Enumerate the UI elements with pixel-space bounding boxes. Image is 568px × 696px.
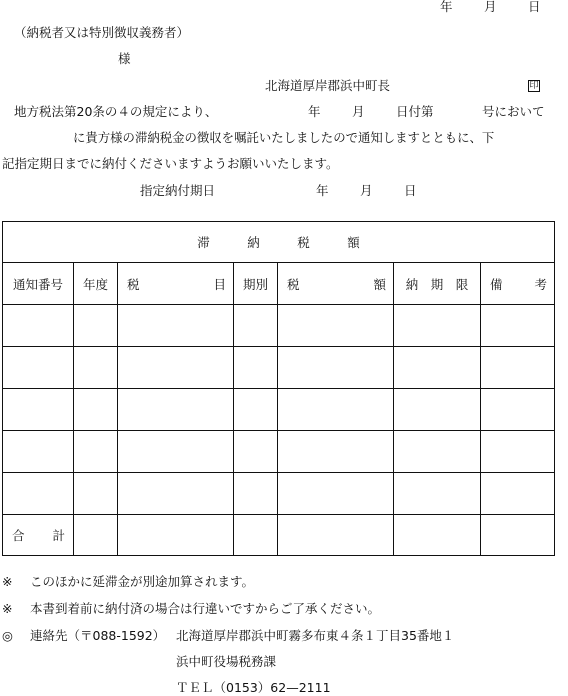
header-amount-b: 額 (373, 276, 386, 292)
contact-address: 北海道厚岸郡浜中町霧多布東４条１丁目35番地１ (176, 628, 455, 643)
cell (481, 347, 555, 389)
cell (74, 389, 118, 431)
total-cell (481, 515, 555, 556)
issuer-name: 北海道厚岸郡浜中町長 (265, 78, 391, 93)
cell (3, 431, 74, 473)
cell (3, 473, 74, 515)
deadline-month: 月 (360, 183, 373, 198)
table-row (3, 305, 555, 347)
date-month: 月 (484, 0, 497, 14)
body-line1-year: 年 (308, 104, 321, 119)
body-line1-suffix: 号において (482, 104, 545, 119)
table-total-row (3, 515, 555, 556)
body-line2: に貴方様の滞納税金の徴収を嘱託いたしましたので通知しますとともに、下 (73, 130, 495, 145)
cell (234, 347, 278, 389)
cell (3, 347, 74, 389)
addressee-honorific: 様 (118, 51, 131, 66)
delinquent-tax-table (2, 221, 555, 556)
cell (278, 347, 394, 389)
header-tax-item-a: 税 (127, 276, 140, 292)
cell (481, 305, 555, 347)
deadline-year: 年 (316, 183, 329, 198)
cell (394, 473, 481, 515)
deadline-label: 指定納付期日 (140, 183, 216, 198)
official-seal-mark: 印 (529, 81, 539, 91)
table-title: 滞 納 税 額 (3, 222, 555, 263)
cell (234, 389, 278, 431)
cell (481, 431, 555, 473)
contact-mark: ◎ (2, 628, 13, 643)
total-label-b: 計 (52, 528, 65, 543)
cell (118, 389, 234, 431)
cell (74, 473, 118, 515)
cell (3, 389, 74, 431)
cell (74, 347, 118, 389)
addressee-label: （納税者又は特別徴収義務者） (14, 25, 190, 40)
contact-tel: ＴＥＬ（0153）62—2111 (176, 680, 331, 695)
cell (118, 305, 234, 347)
cell (278, 389, 394, 431)
cell (234, 473, 278, 515)
cell (234, 431, 278, 473)
deadline-day: 日 (404, 183, 417, 198)
table-header-row (3, 263, 555, 305)
contact-office: 浜中町役場税務課 (176, 654, 277, 669)
body-line1-month: 月 (352, 104, 365, 119)
cell (278, 431, 394, 473)
header-fiscal-year: 年度 (74, 263, 118, 305)
cell (118, 431, 234, 473)
table-row (3, 473, 555, 515)
total-cell (74, 515, 118, 556)
header-notice-number: 通知番号 (3, 263, 74, 305)
date-year: 年 (440, 0, 453, 14)
cell (394, 389, 481, 431)
header-remarks-a: 備 (490, 276, 503, 292)
body-line3: 記指定期日までに納付くださいますようお願いいたします。 (2, 156, 339, 171)
header-tax-item (118, 263, 234, 305)
table-row (3, 347, 555, 389)
cell (481, 389, 555, 431)
cell (118, 347, 234, 389)
note2-mark: ※ (2, 601, 13, 616)
note2-text: 本書到着前に納付済の場合は行違いですからご了承ください。 (30, 601, 381, 616)
contact-label: 連絡先（〒088-1592） (30, 628, 166, 643)
cell (74, 305, 118, 347)
total-cell (234, 515, 278, 556)
cell (394, 305, 481, 347)
total-label-a: 合 (12, 528, 25, 543)
table-row (3, 389, 555, 431)
cell (278, 473, 394, 515)
table-row (3, 431, 555, 473)
header-period: 期別 (234, 263, 278, 305)
total-cell (278, 515, 394, 556)
cell (74, 431, 118, 473)
date-day: 日 (528, 0, 541, 14)
note1-mark: ※ (2, 574, 13, 589)
body-line1-day-ref: 日付第 (396, 104, 434, 119)
cell (278, 305, 394, 347)
header-due-date: 納 期 限 (394, 263, 481, 305)
total-cell (118, 515, 234, 556)
cell (3, 305, 74, 347)
table-title-row (3, 222, 555, 263)
header-amount (278, 263, 394, 305)
cell (394, 347, 481, 389)
note1-text: このほかに延滞金が別途加算されます。 (30, 574, 255, 589)
cell (234, 305, 278, 347)
header-amount-a: 税 (287, 276, 300, 292)
cell (118, 473, 234, 515)
cell (394, 431, 481, 473)
total-cell (394, 515, 481, 556)
cell (481, 473, 555, 515)
total-label (3, 515, 74, 556)
header-remarks-b: 考 (534, 276, 547, 292)
header-tax-item-b: 目 (213, 276, 226, 292)
header-remarks (481, 263, 555, 305)
body-line1-prefix: 地方税法第20条の４の規定により、 (14, 104, 218, 119)
